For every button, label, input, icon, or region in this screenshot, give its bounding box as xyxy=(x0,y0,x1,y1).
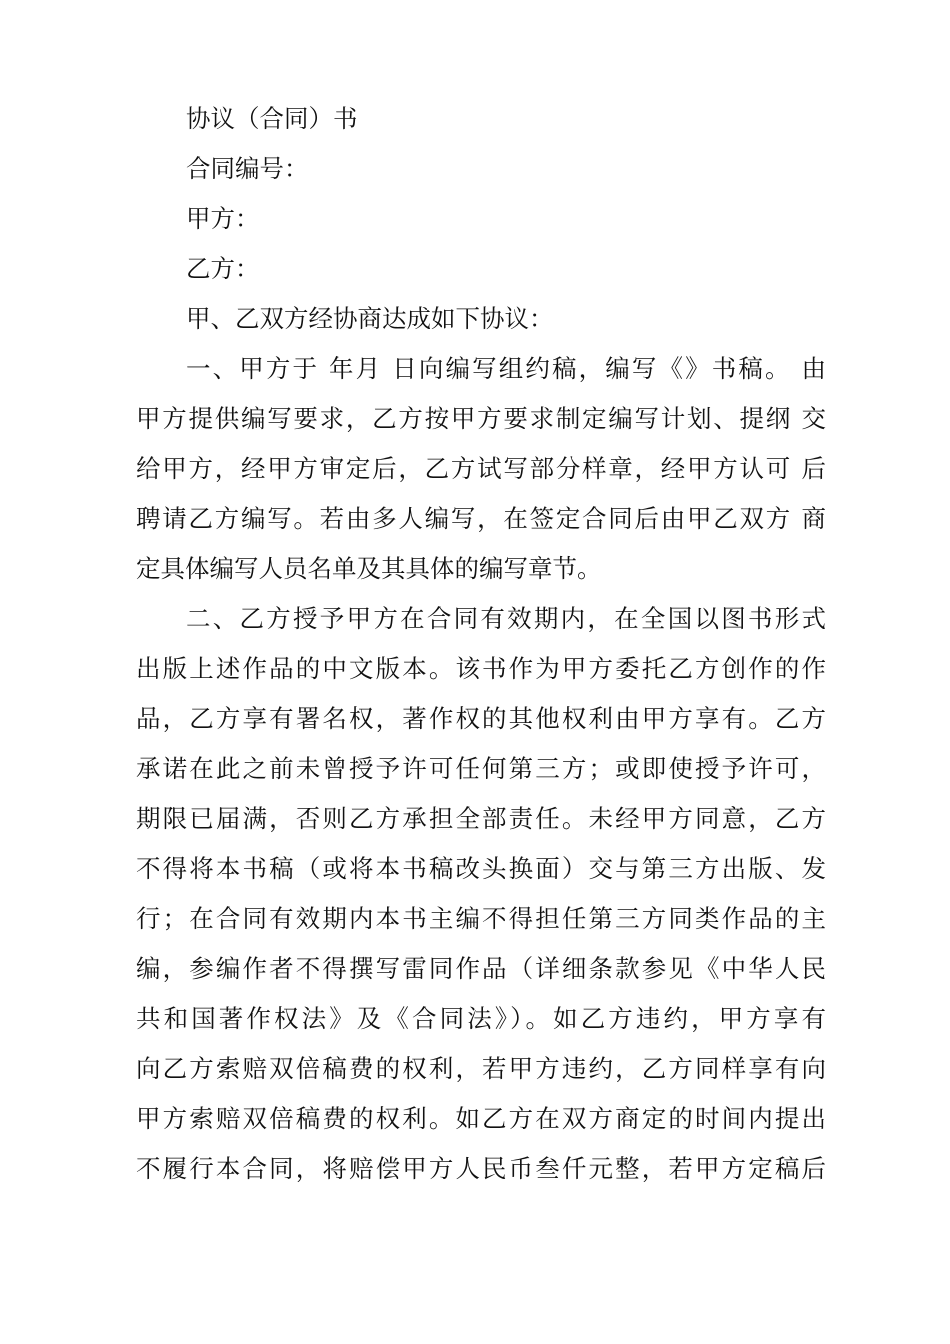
clause-2-line: 出版上述作品的中文版本。该书作为甲方委托乙方创作的作 xyxy=(136,654,826,683)
party-b-label: 乙方： xyxy=(186,254,260,283)
clause-2-line: 甲方索赔双倍稿费的权利。如乙方在双方商定的时间内提出 xyxy=(136,1104,826,1133)
clause-2-line: 共和国著作权法》及《合同法》）。如乙方违约，甲方享有 xyxy=(136,1004,826,1033)
clause-2-line: 不得将本书稿（或将本书稿改头换面）交与第三方出版、发 xyxy=(136,854,826,883)
preamble-text: 甲、乙双方经协商达成如下协议： xyxy=(186,304,554,333)
clause-2-line: 二、乙方授予甲方在合同有效期内，在全国以图书形式 xyxy=(186,604,826,633)
clause-2-line: 编，参编作者不得撰写雷同作品（详细条款参见《中华人民 xyxy=(136,954,826,983)
clause-1-line: 给甲方，经甲方审定后，乙方试写部分样章，经甲方认可 后 xyxy=(136,454,826,483)
clause-2-line: 品，乙方享有署名权，著作权的其他权利由甲方享有。乙方 xyxy=(136,704,826,733)
clause-1-line: 聘请乙方编写。若由多人编写，在签定合同后由甲乙双方 商 xyxy=(136,504,826,533)
contract-number-label: 合同编号： xyxy=(186,154,309,183)
clause-1-line: 定具体编写人员名单及其具体的编写章节。 xyxy=(136,554,602,583)
clause-2-line: 期限已届满，否则乙方承担全部责任。未经甲方同意，乙方 xyxy=(136,804,826,833)
clause-2-line: 承诺在此之前未曾授予许可任何第三方；或即使授予许可， xyxy=(136,754,826,783)
party-a-label: 甲方： xyxy=(186,204,260,233)
clause-2-line: 行；在合同有效期内本书主编不得担任第三方同类作品的主 xyxy=(136,904,826,933)
clause-2-line: 不履行本合同，将赔偿甲方人民币叁仟元整，若甲方定稿后 xyxy=(136,1154,826,1183)
clause-1-line: 一、甲方于 年月 日向编写组约稿，编写《》书稿。 由 xyxy=(186,354,826,383)
clause-2-line: 向乙方索赔双倍稿费的权利，若甲方违约，乙方同样享有向 xyxy=(136,1054,826,1083)
document-title: 协议（合同）书 xyxy=(186,104,358,133)
clause-1-line: 甲方提供编写要求，乙方按甲方要求制定编写计划、提纲 交 xyxy=(136,404,826,433)
